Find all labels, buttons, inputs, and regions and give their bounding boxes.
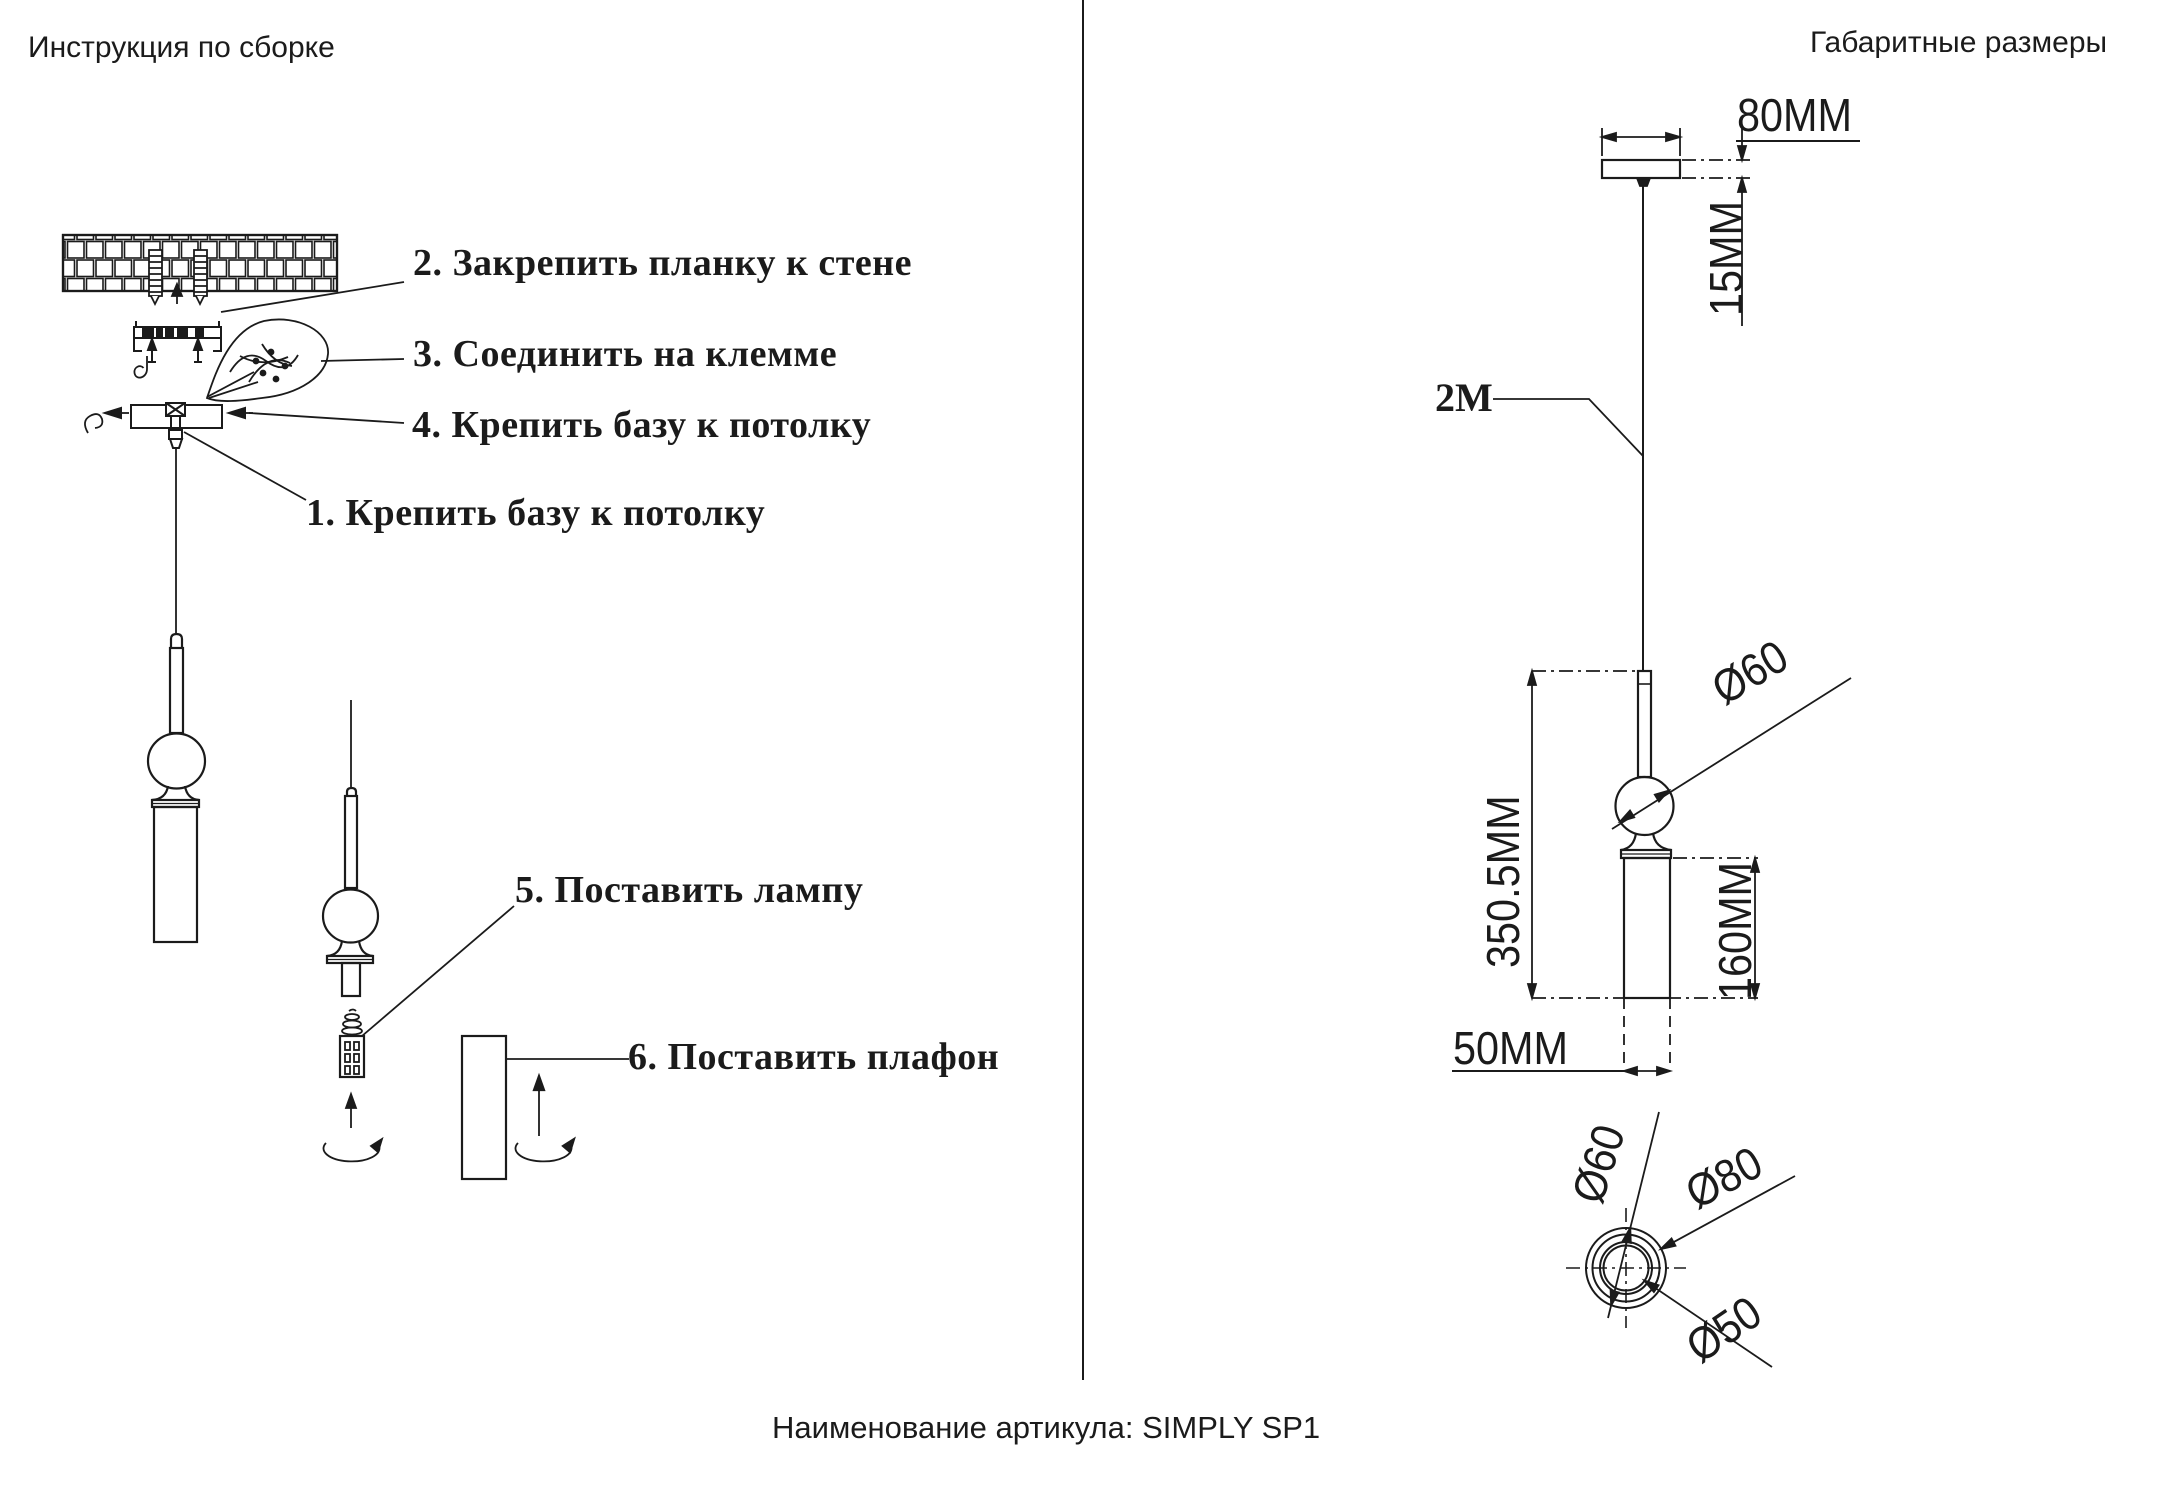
dim-shade-width-label: 50MM (1453, 1022, 1569, 1074)
step-label-4: 4. Крепить базу к потолку (412, 404, 872, 446)
bottom-view-d60-label: Ø60 (1561, 1118, 1636, 1209)
step-label-2: 2. Закрепить планку к стене (413, 242, 913, 284)
bottom-view-d50-label: Ø50 (1676, 1285, 1771, 1373)
dim-canopy-height-label: 15MM (1700, 200, 1752, 316)
dim-sphere-diameter-label: Ø60 (1702, 629, 1797, 715)
dim-total-height-label: 350.5MM (1477, 795, 1529, 968)
article-caption: Наименование артикула: SIMPLY SP1 (772, 1410, 1321, 1445)
dim-shade-height-label: 160MM (1709, 861, 1761, 1000)
dim-canopy-width-label: 80MM (1737, 89, 1853, 141)
lamp-socket-assembly-icon (323, 700, 378, 996)
light-bulb-icon (323, 1010, 382, 1162)
wire-clamp-icon (207, 319, 328, 401)
suspension-wire-drawing (1493, 186, 1643, 671)
step-label-5: 5. Поставить лампу (515, 869, 864, 911)
mounting-bracket-icon (134, 321, 221, 378)
pendant-lamp-icon (148, 448, 205, 942)
step-label-3: 3. Соединить на клемме (413, 333, 838, 375)
shade-icon (462, 1036, 574, 1179)
step-label-1: 1. Крепить базу к потолку (306, 492, 766, 534)
ceiling-base-icon (85, 403, 253, 448)
bottom-view-d80-label: Ø80 (1676, 1135, 1771, 1219)
fixture-side-view (1616, 671, 1674, 1070)
step-label-6: 6. Поставить плафон (628, 1036, 1000, 1078)
dim-cable-length-label: 2M (1435, 375, 1493, 420)
dimensions-title: Габаритные размеры (1810, 26, 2108, 59)
instruction-title: Инструкция по сборке (28, 31, 335, 64)
